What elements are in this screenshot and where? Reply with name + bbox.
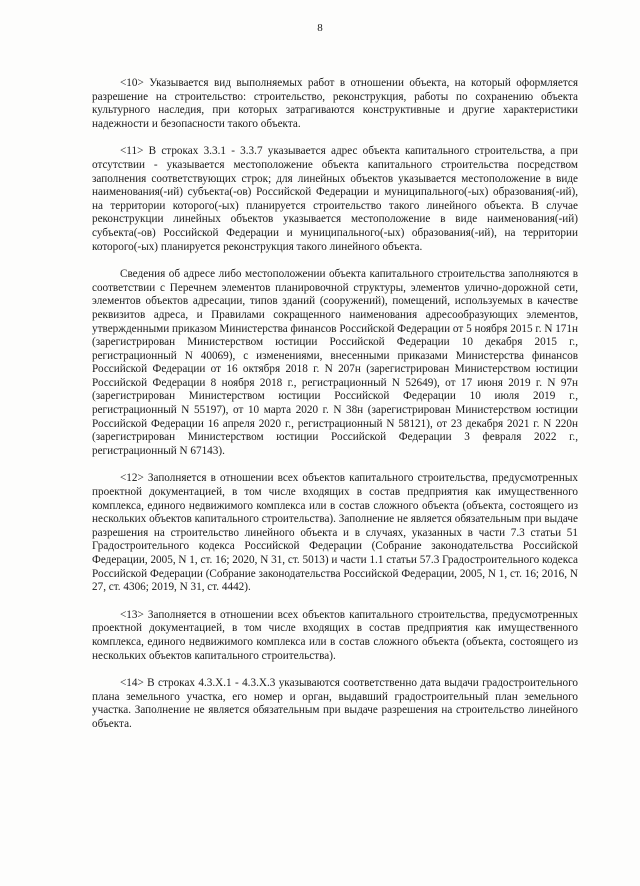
footnote-10-paragraph: <10> Указывается вид выполняемых работ в отношении объекта, на который оформляется разрешение на строительство: строительство, реконструкция, работы по сохранению объекта культурного наследия, при которых затрагиваются конструктивные и другие характеристики надежности и безопасности такого объекта. bbox=[92, 77, 578, 130]
footnote-12-paragraph: <12> Заполняется в отношении всех объектов капитального строительства, предусмотренных проектной документацией, в том числе входящих в состав предприятия как имущественного комплекса, единого недвижимого комплекса или в состав сложного объекта (объекта, состоящего из нескольких объектов капитального строительства). Заполнение не является обязательным при выдаче разрешения на строительство линейного объекта и в случаях, указанных в части 7.3 статьи 51 Градостроительного кодекса Российской Федерации (Собрание законодательства Российской Федерации, 2005, N 1, ст. 16; 2020, N 31, ст. 5013) и части 1.1 статьи 57.3 Градостроительного кодекса Российской Федерации (Собрание законодательства Российской Федерации, 2005, N 1, ст. 16; 2016, N 27, ст. 4306; 2019, N 31, ст. 4442). bbox=[92, 472, 578, 594]
address-details-paragraph: Сведения об адресе либо местоположении объекта капитального строительства заполняются в соответствии с Перечнем элементов планировочной структуры, элементов улично-дорожной сети, элементов объектов адресации, типов зданий (сооружений), помещений, используемых в качестве реквизитов адреса, и Правилами сокращенного наименования адресообразующих элементов, утвержденными приказом Министерства финансов Российской Федерации от 5 ноября 2015 г. N 171н (зарегистрирован Министерством юстиции Российской Федерации 10 декабря 2015 г., регистрационный N 40069), с изменениями, внесенными приказами Министерства финансов Российской Федерации от 16 октября 2018 г. N 207н (зарегистрирован Министерством юстиции Российской Федерации 8 ноября 2018 г., регистрационный N 52649), от 17 июня 2019 г. N 97н (зарегистрирован Министерством юстиции Российской Федерации 10 июля 2019 г., регистрационный N 55197), от 10 марта 2020 г. N 38н (зарегистрирован Министерством юстиции Российской Федерации 16 апреля 2020 г., регистрационный N 58121), от 23 декабря 2021 г. N 220н (зарегистрирован Министерством юстиции Российской Федерации 3 февраля 2022 г., регистрационный N 67143). bbox=[92, 268, 578, 457]
footnote-13-paragraph: <13> Заполняется в отношении всех объектов капитального строительства, предусмотренных проектной документацией, в том числе входящих в состав предприятия как имущественного комплекса, единого недвижимого комплекса или в состав сложного объекта (объекта, состоящего из нескольких объектов капитального строительства). bbox=[92, 608, 578, 662]
footnote-14-paragraph: <14> В строках 4.3.Х.1 - 4.3.Х.3 указываются соответственно дата выдачи градостроительного плана земельного участка, его номер и орган, выдавший градостроительный план земельного участка. Заполнение не является обязательным при выдаче разрешения на строительство линейного объекта. bbox=[92, 677, 578, 730]
footnote-11-paragraph: <11> В строках 3.3.1 - 3.3.7 указывается адрес объекта капитального строительства, а при отсутствии - указывается местоположение объекта капитального строительства посредством заполнения соответствующих строк; для линейных объектов указывается местоположение в виде наименования(-ий) субъекта(-ов) Российской Федерации и муниципального(-ых) образования(-ий), на территории которого(-ых) планируется строительство такого линейного объекта. В случае реконструкции линейных объектов указывается местоположение в виде наименования(-ий) субъекта(-ов) Российской Федерации и муниципального(-ых) образования(-ий), на территории которого(-ых) планируется реконструкция такого линейного объекта. bbox=[92, 145, 578, 253]
document-body bbox=[92, 77, 578, 732]
page-number: 8 bbox=[317, 22, 323, 34]
